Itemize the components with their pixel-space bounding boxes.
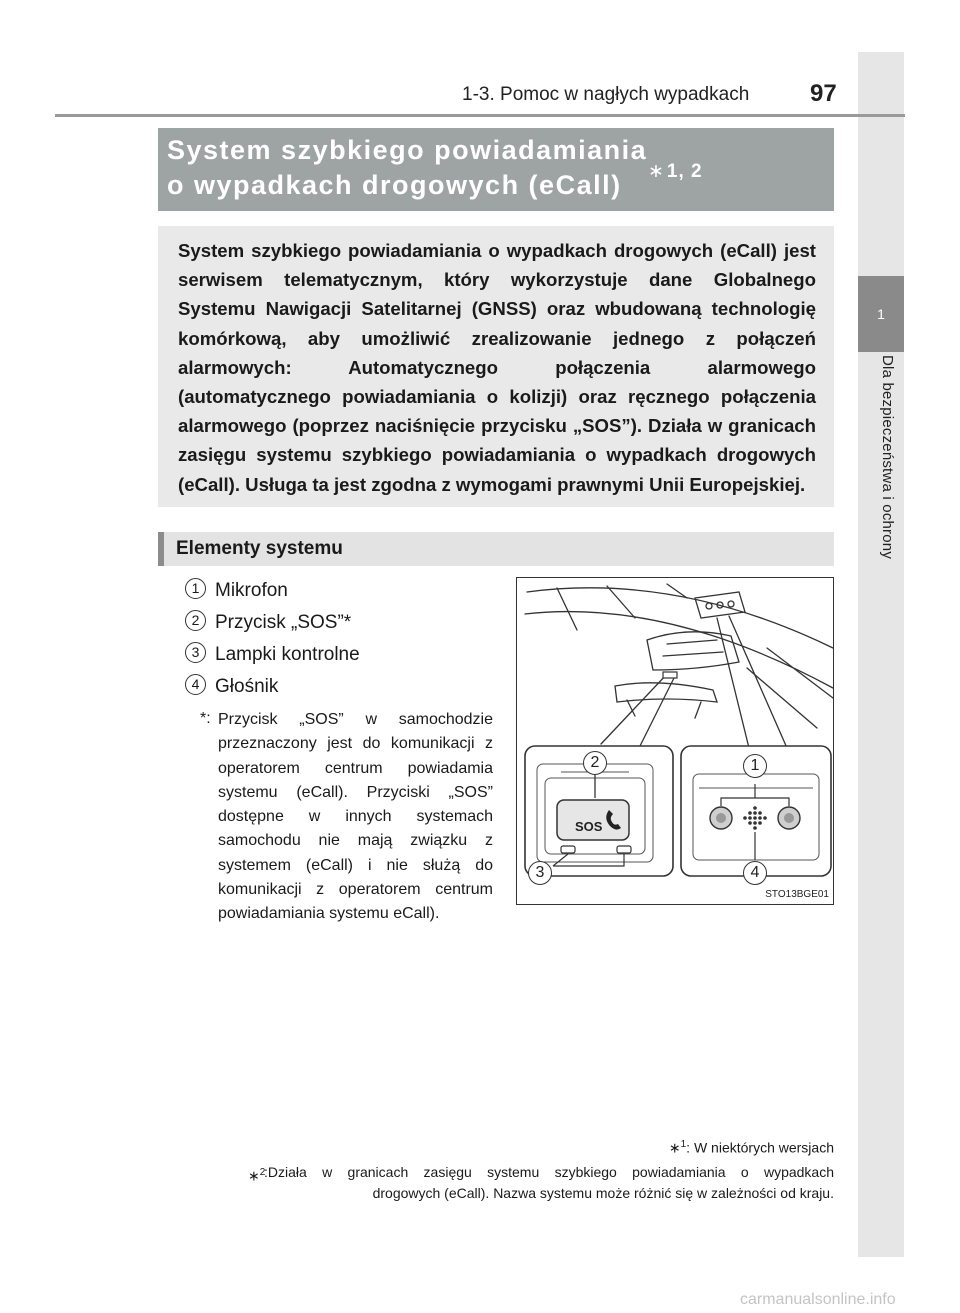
legend-item-indicator-lights (185, 644, 360, 670)
note-mark: *: (200, 710, 211, 727)
footnote-label (248, 1162, 265, 1187)
chapter-tab-number[interactable]: 1 (858, 276, 904, 352)
section-title-line1: System szybkiego powiadamiania (167, 135, 648, 165)
chapter-side-strip (858, 52, 904, 1257)
intro-box (158, 226, 834, 507)
section-title-line2: o wypadkach drogowych (eCall) (167, 170, 622, 200)
legend-label: Przycisk „SOS”* (215, 612, 352, 633)
indicator-light-right (617, 846, 631, 853)
footnote-ref: 1 (680, 1139, 687, 1150)
page-number: 97 (810, 80, 837, 107)
figure-callout-1: 1 (743, 754, 767, 778)
legend-item-microphone (185, 580, 288, 606)
running-header-section: 1-3. Pomoc w nagłych wypadkach (462, 84, 750, 105)
subheading-system-elements: Elementy systemu (158, 532, 834, 566)
asterisk-mark: ∗ (648, 161, 665, 182)
legend-label: Mikrofon (215, 580, 288, 601)
watermark-text: carmanualsonline.info (740, 1291, 896, 1308)
legend-number: 2 (185, 610, 206, 631)
footnote-text: : W niektórych wersjach (686, 1139, 834, 1156)
ecall-system-illustration (516, 577, 834, 905)
figure-callout-2: 2 (583, 751, 607, 775)
figure-callout-4: 4 (743, 861, 767, 885)
figure-callout-3: 3 (528, 861, 552, 885)
legend-label: Głośnik (215, 676, 279, 697)
sos-button-text: SOS (575, 819, 603, 834)
intro-paragraph: System szybkiego powiadamiania o wypadkach drogowych (eCall) jest serwisem telematycznym, który wykorzystuje dane Globalnego Systemu Nawigacji Satelitarnej (GNSS) oraz wbudowaną technologię komórkową, aby umożliwić zrealizowanie jednego z połączeń alarmowych: Automatycznego połączenia alarmowego (automatycznego powiadamiania o kolizji) oraz ręcznego połączenia alarmowego (poprzez naciśnięcie przycisku „SOS”). Działa w granicach zasięgu systemu szybkiego powiadamiania o wypadkach drogowych (eCall). Usługa ta jest zgodna z wymogami prawnymi Unii Europejskiej. (178, 240, 816, 495)
footnote-text-line1: :Działa w granicach zasięgu systemu szybkiego powiadamiania o wypadkach (264, 1164, 834, 1180)
footnote-ref: 2 (259, 1167, 266, 1178)
chapter-tab-label: Dla bezpieczeństwa i ochrony (879, 355, 896, 560)
note-text: Przycisk „SOS” w samochodzie przeznaczony jest do komunikacji z operatorem centrum powiadamia systemu (eCall). Przyciski „SOS” dostępne w innych systemach samochodu nie mają związku z systemem (eCall) i nie służą do komunikacji z operatorem centrum powiadamiania systemu eCall). (218, 711, 493, 923)
legend-item-sos-button (185, 612, 351, 638)
legend-number: 1 (185, 578, 206, 599)
indicator-light-left (561, 846, 575, 853)
footnote-refs: 1, 2 (666, 161, 703, 182)
footnote-text-line2: drogowych (eCall). Nazwa systemu może różnić się w zależności od kraju. (372, 1185, 834, 1201)
legend-label: Lampki kontrolne (215, 644, 360, 665)
footnote-mark: ∗ (248, 1167, 260, 1184)
overhead-console-drawing (517, 578, 835, 906)
footnote-2 (248, 1162, 834, 1204)
legend-number: 3 (185, 642, 206, 663)
legend-number: 4 (185, 674, 206, 695)
header-rule (55, 114, 905, 117)
section-title-footnote-refs (648, 160, 703, 183)
footnote-mark: ∗ (668, 1139, 681, 1156)
figure-code: STO13BGE01 (765, 889, 829, 900)
footnote-1 (669, 1139, 834, 1157)
legend-item-speaker (185, 676, 278, 702)
